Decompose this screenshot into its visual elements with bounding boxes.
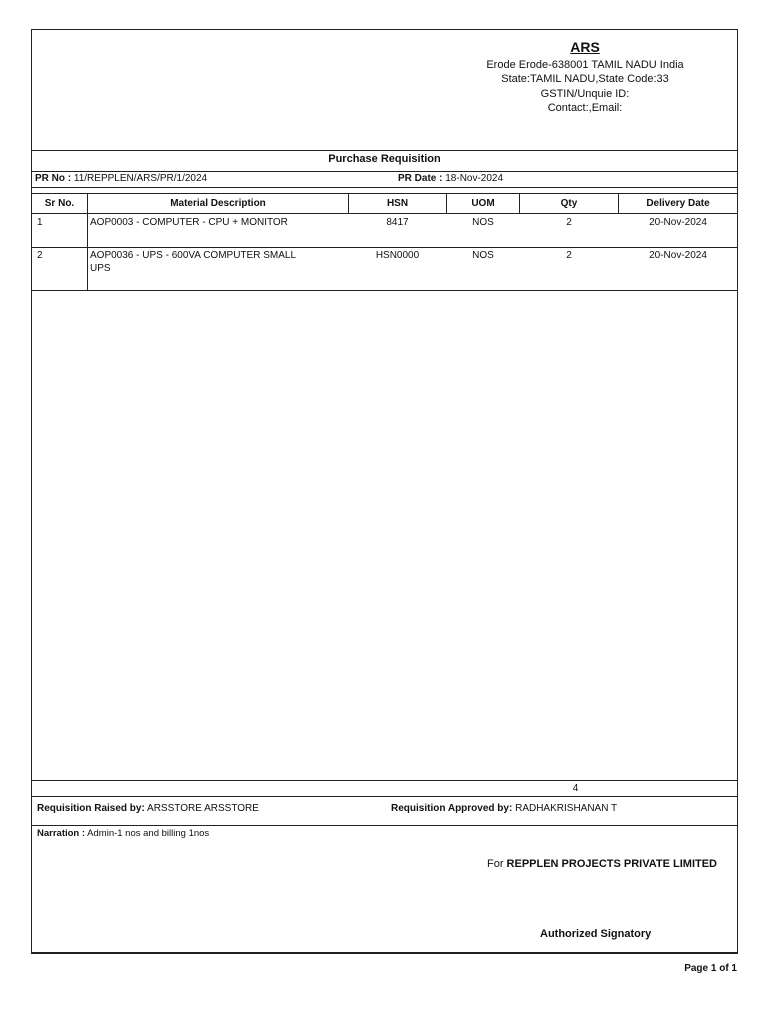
page-number: Page 1 of 1	[684, 963, 737, 974]
pr-date-value: 18-Nov-2024	[445, 173, 504, 184]
row-material-description: AOP0036 - UPS - 600VA COMPUTER SMALL	[90, 250, 297, 261]
row-hsn: 8417	[386, 217, 409, 228]
company-name: ARS	[570, 39, 600, 55]
row-material-description: AOP0003 - COMPUTER - CPU + MONITOR	[90, 217, 288, 228]
row-uom: NOS	[472, 217, 494, 228]
narration-value: Admin-1 nos and billing 1nos	[87, 828, 210, 839]
header-uom: UOM	[471, 198, 495, 209]
approved-by-value: RADHAKRISHANAN T	[515, 803, 618, 814]
divider	[32, 171, 737, 172]
row-divider	[32, 247, 737, 248]
divider	[32, 825, 737, 826]
row-uom: NOS	[472, 250, 494, 261]
for-company-name: REPPLEN PROJECTS PRIVATE LIMITED	[506, 858, 717, 870]
row-qty: 2	[566, 250, 572, 261]
row-sr-no: 1	[37, 217, 43, 228]
pr-number-label: PR No :	[35, 173, 72, 184]
approved-by-label: Requisition Approved by:	[391, 803, 513, 814]
company-contact-line: Contact:,Email:	[547, 102, 623, 114]
authorized-signatory: Authorized Signatory	[540, 928, 652, 940]
pr-number	[35, 173, 207, 185]
for-company	[487, 858, 717, 870]
divider	[32, 187, 737, 188]
document-header	[32, 30, 737, 150]
pr-date	[398, 173, 503, 185]
total-qty: 4	[572, 783, 579, 794]
pr-number-value: 11/REPPLEN/ARS/PR/1/2024	[73, 173, 208, 184]
requisition-approved-by	[391, 803, 617, 815]
pr-date-label: PR Date :	[398, 173, 443, 184]
header-material-description: Material Description	[170, 198, 266, 209]
row-delivery-date: 20-Nov-2024	[649, 217, 707, 228]
company-block	[480, 40, 690, 116]
document-title: Purchase Requisition	[328, 153, 441, 165]
row-delivery-date: 20-Nov-2024	[649, 250, 707, 261]
header-delivery-date: Delivery Date	[646, 198, 710, 209]
company-address-line: Erode Erode-638001 TAMIL NADU India	[486, 58, 684, 71]
company-gstin-line: GSTIN/Unquie ID:	[540, 87, 630, 100]
total-bottom-divider	[32, 796, 737, 797]
table-header-top	[32, 193, 737, 194]
header-qty: Qty	[560, 198, 578, 209]
total-top-divider	[32, 780, 737, 781]
narration	[37, 828, 209, 839]
company-state-line: State:TAMIL NADU,State Code:33	[501, 73, 669, 85]
row-hsn: HSN0000	[375, 250, 420, 261]
row-material-description-cont: UPS	[90, 263, 111, 274]
narration-label: Narration :	[37, 828, 86, 839]
table-header-bottom	[32, 213, 737, 214]
raised-by-label: Requisition Raised by:	[37, 803, 145, 814]
header-sr-no: Sr No.	[44, 198, 75, 209]
document-page	[31, 29, 738, 954]
raised-by-value: ARSSTORE ARSSTORE	[147, 803, 259, 814]
row-qty: 2	[566, 217, 572, 228]
header-hsn: HSN	[386, 198, 409, 209]
for-prefix: For	[486, 858, 504, 870]
requisition-raised-by	[37, 803, 259, 815]
row-sr-no: 2	[37, 250, 43, 261]
row-divider	[32, 290, 737, 291]
